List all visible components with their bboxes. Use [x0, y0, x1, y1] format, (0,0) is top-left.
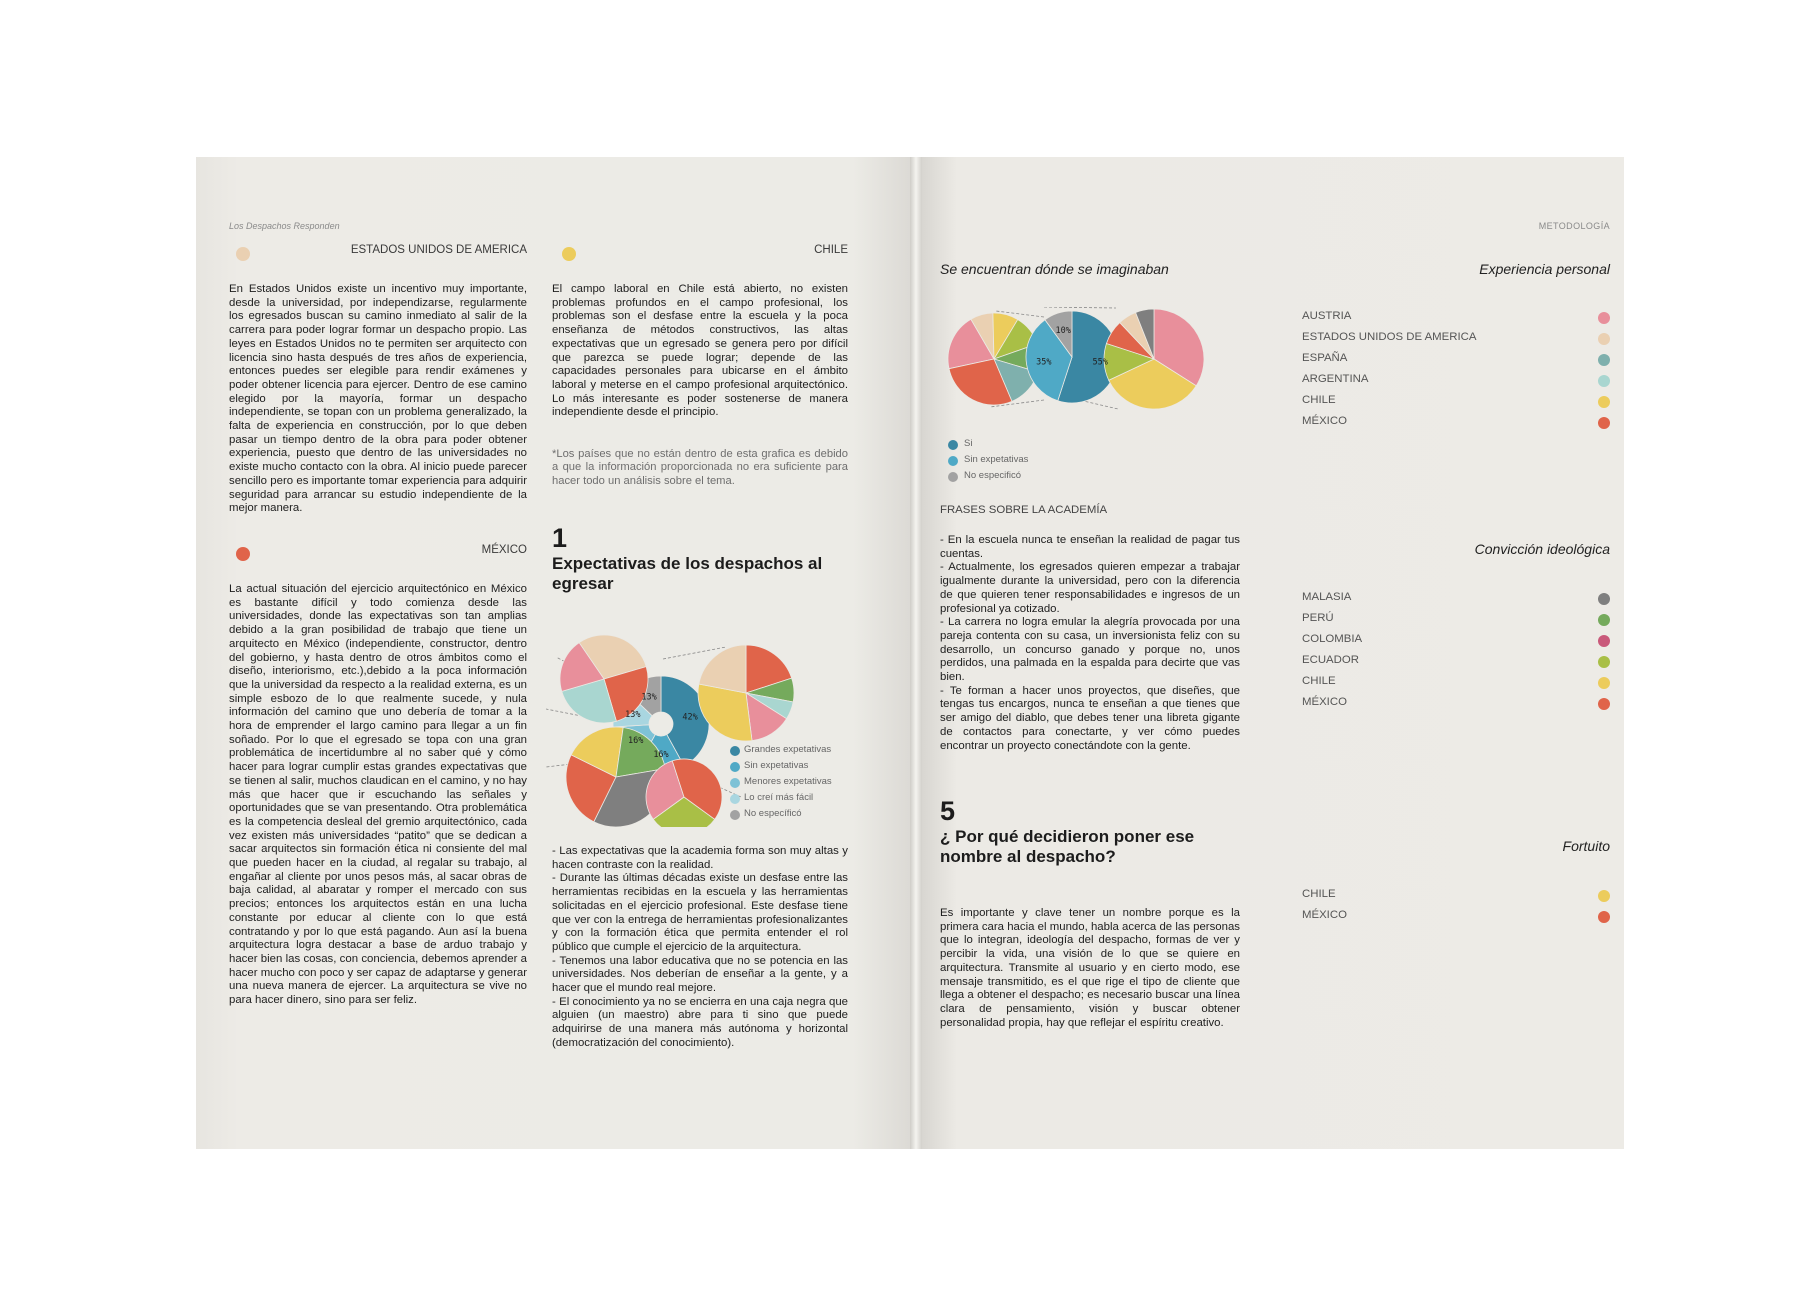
- legend-item: [948, 438, 1088, 454]
- legend-item: [730, 744, 860, 760]
- legend-swatch: [730, 762, 740, 772]
- right-satellite-pie: [1104, 309, 1204, 409]
- fortuito-list: [1302, 888, 1610, 928]
- chile-paragraph: El campo laboral en Chile está abierto, no existen problemas profundos en el campo profesional, los problemas son el desfase entre la escuela y la poca enseñanza de métodos constructivos, las altas expectativas que un egresado se genera pero por difícil que parezca se puede lograr; depende de las capacidades personales para ubicarse en el ámbito laboral y meterse en el campo profesional arquitectónico. Lo más interesante es poder sostenerse de manera independiente desde el principio.: [552, 283, 848, 419]
- legend-label: Grandes expetativas: [744, 744, 832, 755]
- legend-swatch: [730, 810, 740, 820]
- color-dot: [1598, 396, 1610, 408]
- list-item: MALASIA: [1302, 591, 1352, 603]
- running-head: Los Despachos Responden: [229, 221, 340, 231]
- color-dot: [1598, 677, 1610, 689]
- list-item: MÉXICO: [1302, 909, 1347, 921]
- list-item: COLOMBIA: [1302, 633, 1363, 645]
- section-title-nombre: ¿ Por qué decidieron poner ese nombre al despacho?: [940, 827, 1195, 866]
- legend-swatch: [730, 794, 740, 804]
- legend-item: [948, 470, 1088, 486]
- legend-swatch: [948, 440, 958, 450]
- mexico-paragraph: La actual situación del ejercicio arquitectónico en México es bastante difícil y todo comienza desde las universidades, donde las expectativas son tan amplias debido a la gran posibilidad de trabajo que tiene un arquitecto en México (independiente, constructor, dentro del gobierno, y hasta dentro de otros ámbitos como el diseño, interiorismo, etc.),debido a la poca información que la universidad da respecto a la realidad externa, es un simple esbozo de lo que realmente sucede, y nula información del camino que uno debería de tomar a la hora de emprender el largo camino para llegar a un fin soñado. Por lo que el egresado se topa con una gran problemática de incertidumbre al no saber qué y cómo hacer para lograr cumplir estas grandes expectativas que se tienen al salir, muchos claudican en el camino, y no hay más que hacer que ir escuchando las señales y oportunidades que se van presentando. Otra problemática es la competencia desleal del gremio arquitectónico, cada vez existen más universidades “patito” que se dedican a sacar arquitectos sin formación ética ni consiente del mal que pueden hacer en la ciudad, al regalar su trabajo, al engañar al cliente por unos pesos más, al sacar obras de baja calidad, al abaratar y romper el mercado con sus precios; entonces los arquitectos están en una lucha constante por educar al cliente con lo que está contratando y por lo que está pagando. Aun así la buena arquitectura logra destacar a base de arduo trabajo y hacer bien las cosas, con conciencia, debemos aprender a hacer mucho con poco y ser capaz de adaptarse y generar una nueva manera de ejercer. La arquitectura se vive no para hacer dinero, sino para ser feliz.: [229, 583, 527, 1007]
- chart-title-imaginaban: Se encuentran dónde se imaginaban: [940, 261, 1169, 277]
- list-item: ARGENTINA: [1302, 373, 1369, 385]
- usa-heading: ESTADOS UNIDOS DE AMERICA: [350, 244, 527, 256]
- color-dot: [1598, 375, 1610, 387]
- legend-swatch: [730, 746, 740, 756]
- list-item: CHILE: [1302, 675, 1336, 687]
- mexico-heading: MÉXICO: [481, 544, 527, 556]
- pie-data-label: 13%: [641, 692, 657, 703]
- list-item: CHILE: [1302, 888, 1336, 900]
- legend-swatch: [948, 456, 958, 466]
- legend-label: Sin expetativas: [744, 760, 809, 771]
- group-title-fortuito: Fortuito: [1562, 838, 1610, 854]
- quotes-text: - En la escuela nunca te enseñan la realidad de pagar tus cuentas. - Actualmente, los egresados quieren empezar a trabajar igualmente durante la universidad, pero con la diferencia de que quieren tener responsabilidades e ingresos de un profesional ya cotizado. - La carrera no logra emular la alegría provocada por una pareja contenta con su casa, un inversionista feliz con su desarrollo, un concurso ganado y porque no, unos perdidos, una palmada en la espalda para decirte que vas bien. - Te forman a hacer unos proyectos, que diseñes, que tengas tus encargos, nunca te enseñan a que tienes que ser amigo del diablo, que debes tener una libreta gigante de contactos para conectarte, y ver cómo puedes encontrar un proyecto conectándote con la gente.: [940, 534, 1240, 752]
- color-dot: [1598, 614, 1610, 626]
- imaginaban-legend: [948, 438, 1088, 486]
- expectativas-legend: [730, 744, 860, 824]
- color-dot: [1598, 635, 1610, 647]
- conviccion-list: [1302, 591, 1610, 708]
- section-number-1: 1: [552, 523, 568, 553]
- legend-label: Sin expetativas: [964, 454, 1029, 465]
- list-item: MÉXICO: [1302, 415, 1347, 427]
- list-item: PERÚ: [1302, 612, 1334, 624]
- list-item: ECUADOR: [1302, 654, 1359, 666]
- legend-item: [948, 454, 1088, 470]
- nombre-paragraph: Es importante y clave tener un nombre porque es la primera cara hacia el mundo, habla acerca de las personas que lo integran, ideología del despacho, formas de ver y percibir la vida, una visión de lo que se quiere en arquitectura. Transmite al usuario y en cierto modo, ese mensaje transmitido, es el que rige el tipo de cliente que llega a obtener el despacho; es necesario buscar una línea clara de pensamiento, visión y buscar obtener personalidad propia, hay que reflejar el espíritu creativo.: [940, 907, 1240, 1029]
- pie-data-label: 16%: [627, 736, 644, 747]
- list-item: ESPAÑA: [1302, 352, 1348, 364]
- color-dot: [1598, 354, 1610, 366]
- legend-label: No especificó: [964, 470, 1022, 481]
- running-head-right: METODOLOGÍA: [1538, 221, 1610, 231]
- color-dot: [1598, 911, 1610, 923]
- legend-label: Menores expetativas: [744, 776, 832, 787]
- magazine-spread: [196, 157, 1624, 1149]
- legend-label: Si: [964, 438, 973, 449]
- color-dot: [1598, 417, 1610, 429]
- pie-data-label: 10%: [1055, 325, 1071, 336]
- section-number-5: 5: [940, 796, 956, 826]
- color-dot: [1598, 656, 1610, 668]
- imaginaban-pie-chart: [936, 307, 1206, 447]
- color-dot: [1598, 890, 1610, 902]
- experiencia-list: [1302, 310, 1610, 427]
- legend-label: Lo creí más fácil: [744, 792, 814, 803]
- section-title-expectativas: Expectativas de los despachos al egresar: [552, 554, 823, 593]
- color-dot: [1598, 333, 1610, 345]
- expectativas-bullets: - Las expectativas que la academia forma son muy altas y hacen contraste con la realidad. - Durante las últimas décadas existe un desfase entre las herramientas recibidas en la escuela y las herramientas solicitadas en el ejercicio profesional. Este desfase tiene que ver con la entrega de herramientas profesionalizantes y con la formación ética que permita entender el rol público que cumple el ejercicio de la arquitectura. - Tenemos una labor educativa que no se potencia en las universidades. Nos deberían de enseñar a la gente, y a hacer que el mundo real mejore. - El conocimiento ya no se encierra en una caja negra que alguien (un maestro) abre para ti sino que puede adquirirse de una manera más autónoma y horizontal (democratización del conocimiento).: [552, 845, 848, 1049]
- legend-item: [730, 776, 860, 792]
- legend-item: [730, 808, 860, 824]
- legend-item: [730, 792, 860, 808]
- legend-swatch: [948, 472, 958, 482]
- pie-data-label: 55%: [1092, 357, 1108, 368]
- color-dot: [1598, 698, 1610, 710]
- group-title-conviccion: Convicción ideológica: [1474, 541, 1610, 557]
- list-item: AUSTRIA: [1302, 310, 1352, 322]
- color-dot: [1598, 593, 1610, 605]
- spine-gutter: [910, 157, 922, 1149]
- usa-paragraph: En Estados Unidos existe un incentivo muy importante, desde la universidad, por independizarse, regularmente los egresados buscan su camino inmediato al salir de la carrera para poder lograr formar un despacho propio. Las leyes en Estados Unidos no te permiten ser arquitecto con licencia sino hasta después de tres años de experiencia, entonces puedes ser elegible para rendir exámenes y poder obtener licencia para ejercer. Dentro de ese camino elegido por la mayoría, formar un despacho independiente, se topan con un problema generalizado, la falta de experiencia en construcción, por lo que deben pasar un tiempo dentro de la obra para poder obtener experiencia, puesto que dentro de las universidades no existe mucho contacto con la obra. Al inicio puede parecer sencillo pero es importante tomar experiencia para adquirir seguridad para arrancar su estudio independiente de la mejor manera.: [229, 283, 527, 515]
- legend-label: No específicó: [744, 808, 802, 819]
- group-title-experiencia: Experiencia personal: [1479, 261, 1610, 277]
- pie-data-label: 13%: [625, 709, 641, 720]
- list-item: CHILE: [1302, 394, 1336, 406]
- list-item: ESTADOS UNIDOS DE AMERICA: [1302, 331, 1477, 343]
- chile-heading: CHILE: [814, 244, 848, 256]
- list-item: MÉXICO: [1302, 696, 1347, 708]
- legend-item: [730, 760, 860, 776]
- pie-data-label: 35%: [1036, 357, 1052, 368]
- legend-swatch: [730, 778, 740, 788]
- left-page: [196, 157, 910, 1149]
- quotes-heading: FRASES SOBRE LA ACADEMÍA: [940, 504, 1108, 516]
- pie-data-label: 16%: [653, 750, 669, 760]
- footnote: *Los países que no están dentro de esta grafica es debido a que la información proporcionada no era suficiente para hacer todo un análisis sobre el tema.: [552, 448, 848, 487]
- pie-data-label: 42%: [682, 712, 698, 723]
- color-dot: [1598, 312, 1610, 324]
- right-page: [922, 157, 1624, 1149]
